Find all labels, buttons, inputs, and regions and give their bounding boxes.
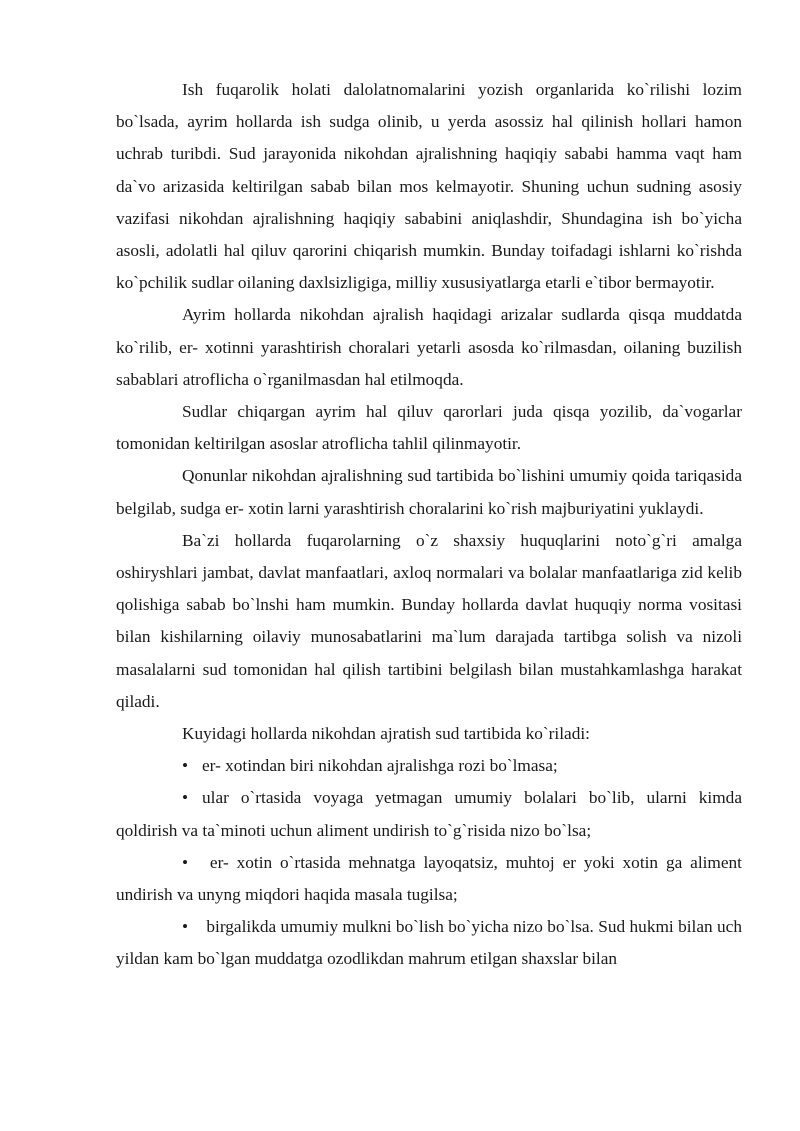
bullet-icon: • (182, 917, 189, 937)
bullet-item (116, 847, 742, 911)
bullet-text: birgalikda umumiy mulkni bo`lish bo`yicha nizo bo`lsa. Sud hukmi bilan uch yildan kam bo`lgan muddatga ozodlikdan mahrum etilgan shaxslar bilan (116, 917, 742, 969)
bullet-icon: • (182, 852, 189, 872)
bullet-text: er- xotindan biri nikohdan ajralishga rozi bo`lmasa; (202, 756, 558, 776)
bullet-icon: • (182, 788, 189, 808)
paragraph: Ish fuqarolik holati dalolatnomalarini yozish organlarida ko`rilishi lozim bo`lsada, ayrim hollarda ish sudga olinib, u yerda asossiz hal qilinish hollari hamon uchrab turibdi. Sud jarayonida nikohdan ajralishning haqiqiy sababi hamma vaqt ham da`vo arizasida keltirilgan sabab bilan mos kelmayotir. Shuning uchun sudning asosiy vazifasi nikohdan ajralishning haqiqiy sababini aniqlashdir, Shundagina ish bo`yicha asosli, adolatli hal qiluv qarorini chiqarish mumkin. Bunday toifadagi ishlarni ko`rishda ko`pchilik sudlar oilaning daxlsizligiga, milliy xususiyatlarga etarli e`tibor bermayotir. (116, 80, 742, 293)
paragraph: Kuyidagi hollarda nikohdan ajratish sud tartibida ko`riladi: (182, 724, 590, 744)
document-body (116, 74, 742, 976)
bullet-item (116, 750, 742, 782)
paragraph: Ba`zi hollarda fuqarolarning o`z shaxsiy huquqlarini noto`g`ri amalga oshiryshlari jambat, davlat manfaatlari, axloq normalari va bolalar manfaatlariga zid kelib qolishiga sabab bo`lnshi ham mumkin. Bunday hollarda davlat huquqiy norma vositasi bilan kishilarning oilaviy munosabatlarini ma`lum darajada tartibga solish va nizoli masalalarni sud tomonidan hal qilish tartibini belgilash bilan mustahkamlashga harakat qiladi. (116, 530, 742, 711)
bullet-text: er- xotin o`rtasida mehnatga layoqatsiz, muhtoj er yoki xotin ga aliment undirish va unyng miqdori haqida masala tugilsa; (116, 852, 742, 905)
bullet-item (116, 911, 742, 975)
paragraph: Sudlar chiqargan ayrim hal qiluv qarorlari juda qisqa yozilib, da`vogarlar tomonidan keltirilgan asoslar atroflicha tahlil qilinmayotir. (116, 402, 742, 454)
bullet-text: ular o`rtasida voyaga yetmagan umumiy bolalari bo`lib, ularni kimda qoldirish va ta`minoti uchun aliment undirish to`g`risida nizo bo`lsa; (116, 788, 742, 840)
paragraph: Qonunlar nikohdan ajralishning sud tartibida bo`lishini umumiy qoida tariqasida belgilab, sudga er- xotin larni yarashtirish choralarini ko`rish majburiyatini yuklaydi. (116, 466, 742, 518)
paragraph: Ayrim hollarda nikohdan ajralish haqidagi arizalar sudlarda qisqa muddatda ko`rilib, er- xotinni yarashtirish choralari yetarli asosda ko`rilmasdan, oilaning buzilish sabablari atroflicha o`rganilmasdan hal etilmoqda. (116, 305, 742, 389)
bullet-icon: • (182, 756, 189, 776)
bullet-item (116, 782, 742, 846)
